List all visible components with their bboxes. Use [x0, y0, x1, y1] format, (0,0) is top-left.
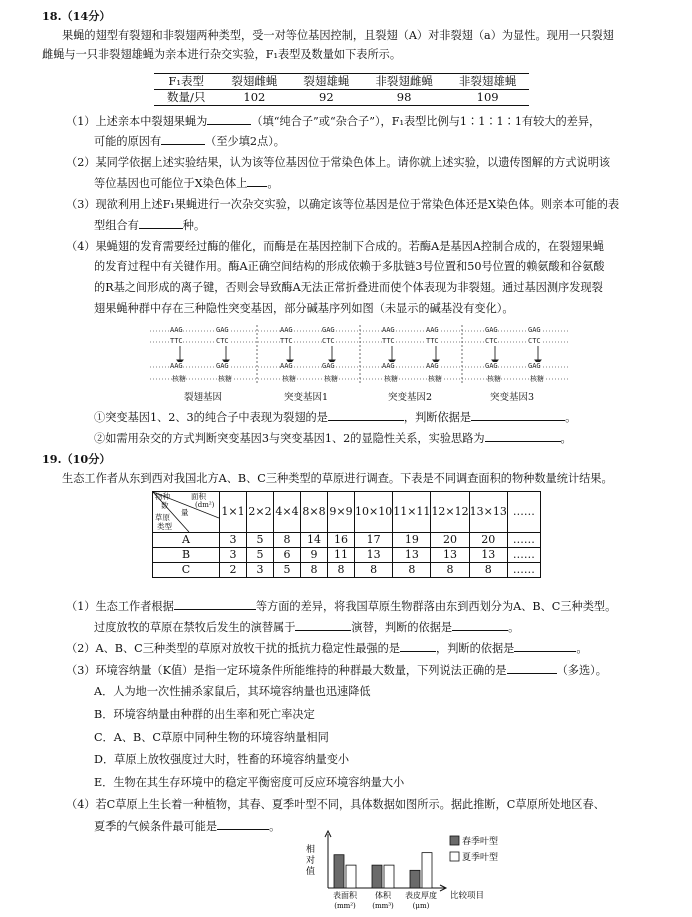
leaf-type-chart [300, 828, 530, 917]
x-tick-label: 表面积 [333, 891, 357, 900]
table-header: F₁表型 [154, 74, 218, 90]
option-a: A．人为地一次性捕杀家鼠后，其环境容纳量也迅速降低 [94, 685, 371, 698]
table-header: 4×4 [274, 492, 301, 533]
codon: GAG [528, 362, 541, 370]
q18-p4-line1: （4）果蝇翅的发育需要经过酶的催化，而酶是在基因控制下合成的。若酶A是基因A控制合成的，在裂翅果蝇 [66, 240, 604, 253]
q18-header: 18.（14分） [42, 9, 111, 23]
answer-blank[interactable] [247, 175, 267, 187]
answer-blank[interactable] [507, 662, 557, 674]
gene-caption: 突变基因1 [284, 392, 329, 403]
spring-leaf-bar [334, 855, 344, 888]
x-tick-label: 体积 [375, 891, 391, 900]
q18-p1-line1: （1）上述亲本中裂翅果蝇为 （填“纯合子”或“杂合子”），F₁表型比例与1∶1∶1∶1有较大的差异， [66, 115, 601, 128]
table-cell: 102 [218, 90, 290, 106]
rna-label: 核糖 [218, 375, 232, 383]
corner-label: 草原 [155, 513, 170, 522]
x-axis-label: 比较项目 [450, 891, 485, 901]
dna-figure-graphics [150, 325, 570, 385]
x-tick-unit: (mm²) [334, 902, 356, 910]
q19-header: 19.（10分） [42, 452, 111, 466]
table-header: 非裂翅雄蝇 [446, 74, 530, 90]
q18-p3-line2: 型组合有 种。 [94, 219, 206, 232]
gene-caption: 突变基因2 [388, 392, 433, 403]
codon: CTC [322, 337, 335, 345]
answer-blank[interactable] [514, 640, 576, 652]
codon: AAG [382, 362, 395, 370]
table-header: 9×9 [328, 492, 355, 533]
codon: TTC [280, 337, 293, 345]
y-axis-label: 相 [306, 845, 316, 855]
table-corner-cell [153, 492, 220, 533]
table-header: …… [507, 492, 540, 533]
table-header: 13×13 [469, 492, 507, 533]
f1-table [154, 73, 529, 106]
corner-label: 面积 [191, 492, 206, 501]
y-axis-label: 对 [306, 856, 316, 866]
x-tick-unit: (μm) [412, 902, 430, 910]
answer-blank[interactable] [139, 217, 183, 229]
codon: TTC [382, 337, 395, 345]
table-cell: 92 [290, 90, 362, 106]
q18-intro-line1: 果蝇的翅型有裂翅和非裂翅两种类型，受一对等位基因控制，且裂翅（A）对非裂翅（a）为显性。现用一只裂翅 [62, 29, 614, 42]
gene-caption: 裂翅基因 [184, 392, 223, 403]
table-header: 裂翅雌蝇 [218, 74, 290, 90]
rna-label: 核糖 [530, 375, 544, 383]
y-axis-label: 值 [306, 867, 316, 877]
codon: AAG [170, 326, 183, 334]
option-e: E．生物在其生存环境中的稳定平衡密度可反应环境容纳量大小 [94, 776, 405, 789]
legend-label: 春季叶型 [462, 837, 499, 847]
codon: CTC [216, 337, 229, 345]
q18-sub1: ①突变基因1、2、3的纯合子中表现为裂翅的是 ，判断依据是 。 [94, 411, 577, 424]
codon: GAG [485, 362, 498, 370]
table-header: 裂翅雄蝇 [290, 74, 362, 90]
q18-p2-line1: （2）某同学依据上述实验结果，认为该等位基因位于常染色体上。请你就上述实验，以遗传图解的方式说明该 [66, 156, 611, 169]
option-b: B．环境容纳量由种群的出生率和死亡率决定 [94, 708, 315, 721]
codon: GAG [216, 362, 229, 370]
table-header: 12×12 [431, 492, 469, 533]
table-cell: 98 [362, 90, 446, 106]
q18-p1-line2: 可能的原因有 （至少填2点）。 [94, 135, 285, 148]
answer-blank[interactable] [328, 409, 404, 421]
q18-p3-line1: （3）现欲利用上述F₁果蝇进行一次杂交实验，以确定该等位基因是位于常染色体还是X染色体。则亲本可能的表 [66, 198, 620, 211]
species-area-table [152, 491, 541, 578]
codon: TTC [170, 337, 183, 345]
leaf-chart-svg [300, 828, 530, 914]
rna-label: 核糖 [384, 375, 398, 383]
table-row: A 3 5 8 14 16 17 19 20 20 …… [153, 533, 541, 548]
codon: GAG [216, 326, 229, 334]
codon: GAG [322, 326, 335, 334]
codon: AAG [426, 362, 439, 370]
corner-label: 量 [181, 508, 189, 517]
codon: CTC [485, 337, 498, 345]
table-header: 1×1 [220, 492, 247, 533]
codon: GAG [322, 362, 335, 370]
q19-p3: （3）环境容纳量（K值）是指一定环境条件所能维持的种群最大数量，下列说法正确的是 （多选）。 [66, 664, 607, 677]
spring-leaf-bar [372, 865, 382, 888]
q18-sub2: ②如需用杂交的方式判断突变基因3与突变基因1、2的显隐性关系，实验思路为 。 [94, 432, 572, 445]
q19-p4-line1: （4）若C草原上生长着一种植物，其春、夏季叶型不同，具体数据如图所示。据此推断，C草原所处地区春、 [66, 798, 605, 811]
x-tick-label: 表皮厚度 [405, 891, 437, 900]
corner-label: 物种 [155, 492, 170, 501]
answer-blank[interactable] [207, 113, 251, 125]
q18-p2-line2: 等位基因也可能位于X染色体上 。 [94, 177, 279, 190]
gene-caption: 突变基因3 [490, 392, 535, 403]
table-cell: 109 [446, 90, 530, 106]
answer-blank[interactable] [295, 619, 351, 631]
legend-swatch [450, 852, 459, 861]
corner-label: 数 [161, 501, 169, 510]
rna-label: 核糖 [282, 375, 296, 383]
q18-p4-line2: 的发育过程中有关键作用。酶A正确空间结构的形成依赖于多肽链3号位置和50号位置的赖氨酸和谷氨酸 [94, 260, 605, 273]
q18-intro-line2: 雌蝇与一只非裂翅雄蝇为亲本进行杂交实验，F₁表型及数量如下表所示。 [42, 48, 402, 61]
rna-label: 核糖 [172, 375, 186, 383]
legend-swatch [450, 836, 459, 845]
q19-p1-line1: （1）生态工作者根据 等方面的差异，将我国草原生物群落由东到西划分为A、B、C三种类型。 [66, 600, 617, 613]
option-d: D．草原上放牧强度过大时，牲畜的环境容纳量变小 [94, 753, 350, 766]
table-row: B 3 5 6 9 11 13 13 13 13 …… [153, 548, 541, 563]
legend-label: 夏季叶型 [462, 853, 499, 863]
answer-blank[interactable] [161, 133, 205, 145]
answer-blank[interactable] [217, 818, 269, 830]
codon: GAG [485, 326, 498, 334]
table-header: 10×10 [355, 492, 393, 533]
dna-sequence-figure [150, 325, 570, 405]
option-c: C．A、B、C草原中同种生物的环境容纳量相同 [94, 731, 329, 744]
summer-leaf-bar [346, 865, 356, 888]
rna-label: 核糖 [487, 375, 501, 383]
q19-intro: 生态工作者从东到西对我国北方A、B、C三种类型的草原进行调查。下表是不同调查面积的物种数量统计结果。 [62, 472, 613, 485]
codon: TTC [426, 337, 439, 345]
answer-blank[interactable] [400, 640, 436, 652]
answer-blank[interactable] [452, 619, 508, 631]
summer-leaf-bar [422, 853, 432, 888]
table-header: 11×11 [393, 492, 431, 533]
codon: AAG [382, 326, 395, 334]
corner-label: 类型 [157, 522, 172, 531]
codon: AAG [170, 362, 183, 370]
q19-p2: （2）A、B、C三种类型的草原对放牧干扰的抵抗力稳定性最强的是 ，判断的依据是 。 [66, 642, 588, 655]
answer-blank[interactable] [174, 598, 256, 610]
rna-label: 核糖 [428, 375, 442, 383]
table-cell: 数量/只 [154, 90, 218, 106]
rna-label: 核糖 [324, 375, 338, 383]
answer-blank[interactable] [485, 430, 561, 442]
table-header: 8×8 [301, 492, 328, 533]
table-row: C 2 3 5 8 8 8 8 8 8 …… [153, 563, 541, 578]
codon: CTC [528, 337, 541, 345]
codon: AAG [426, 326, 439, 334]
x-tick-unit: (mm³) [372, 902, 394, 910]
answer-blank[interactable] [471, 409, 565, 421]
summer-leaf-bar [384, 865, 394, 888]
codon: AAG [280, 326, 293, 334]
q18-p4-line4: 翅果蝇种群中存在三种隐性突变基因，部分碱基序列如图（未显示的碱基没有变化）。 [94, 302, 514, 315]
codon: AAG [280, 362, 293, 370]
corner-label: (dm²) [195, 501, 215, 509]
q19-p4-line2: 夏季的气候条件最可能是 。 [94, 820, 281, 833]
spring-leaf-bar [410, 870, 420, 888]
codon: GAG [528, 326, 541, 334]
q19-p1-line2: 过度放牧的草原在禁牧后发生的演替属于 演替，判断的依据是 。 [94, 621, 520, 634]
table-header: 非裂翅雌蝇 [362, 74, 446, 90]
table-header: 2×2 [247, 492, 274, 533]
q18-p4-line3: 的R基之间形成的离子键，否则会导致酶A无法正常折叠进而使个体表现为非裂翅。通过基因测序发现裂 [94, 281, 603, 294]
